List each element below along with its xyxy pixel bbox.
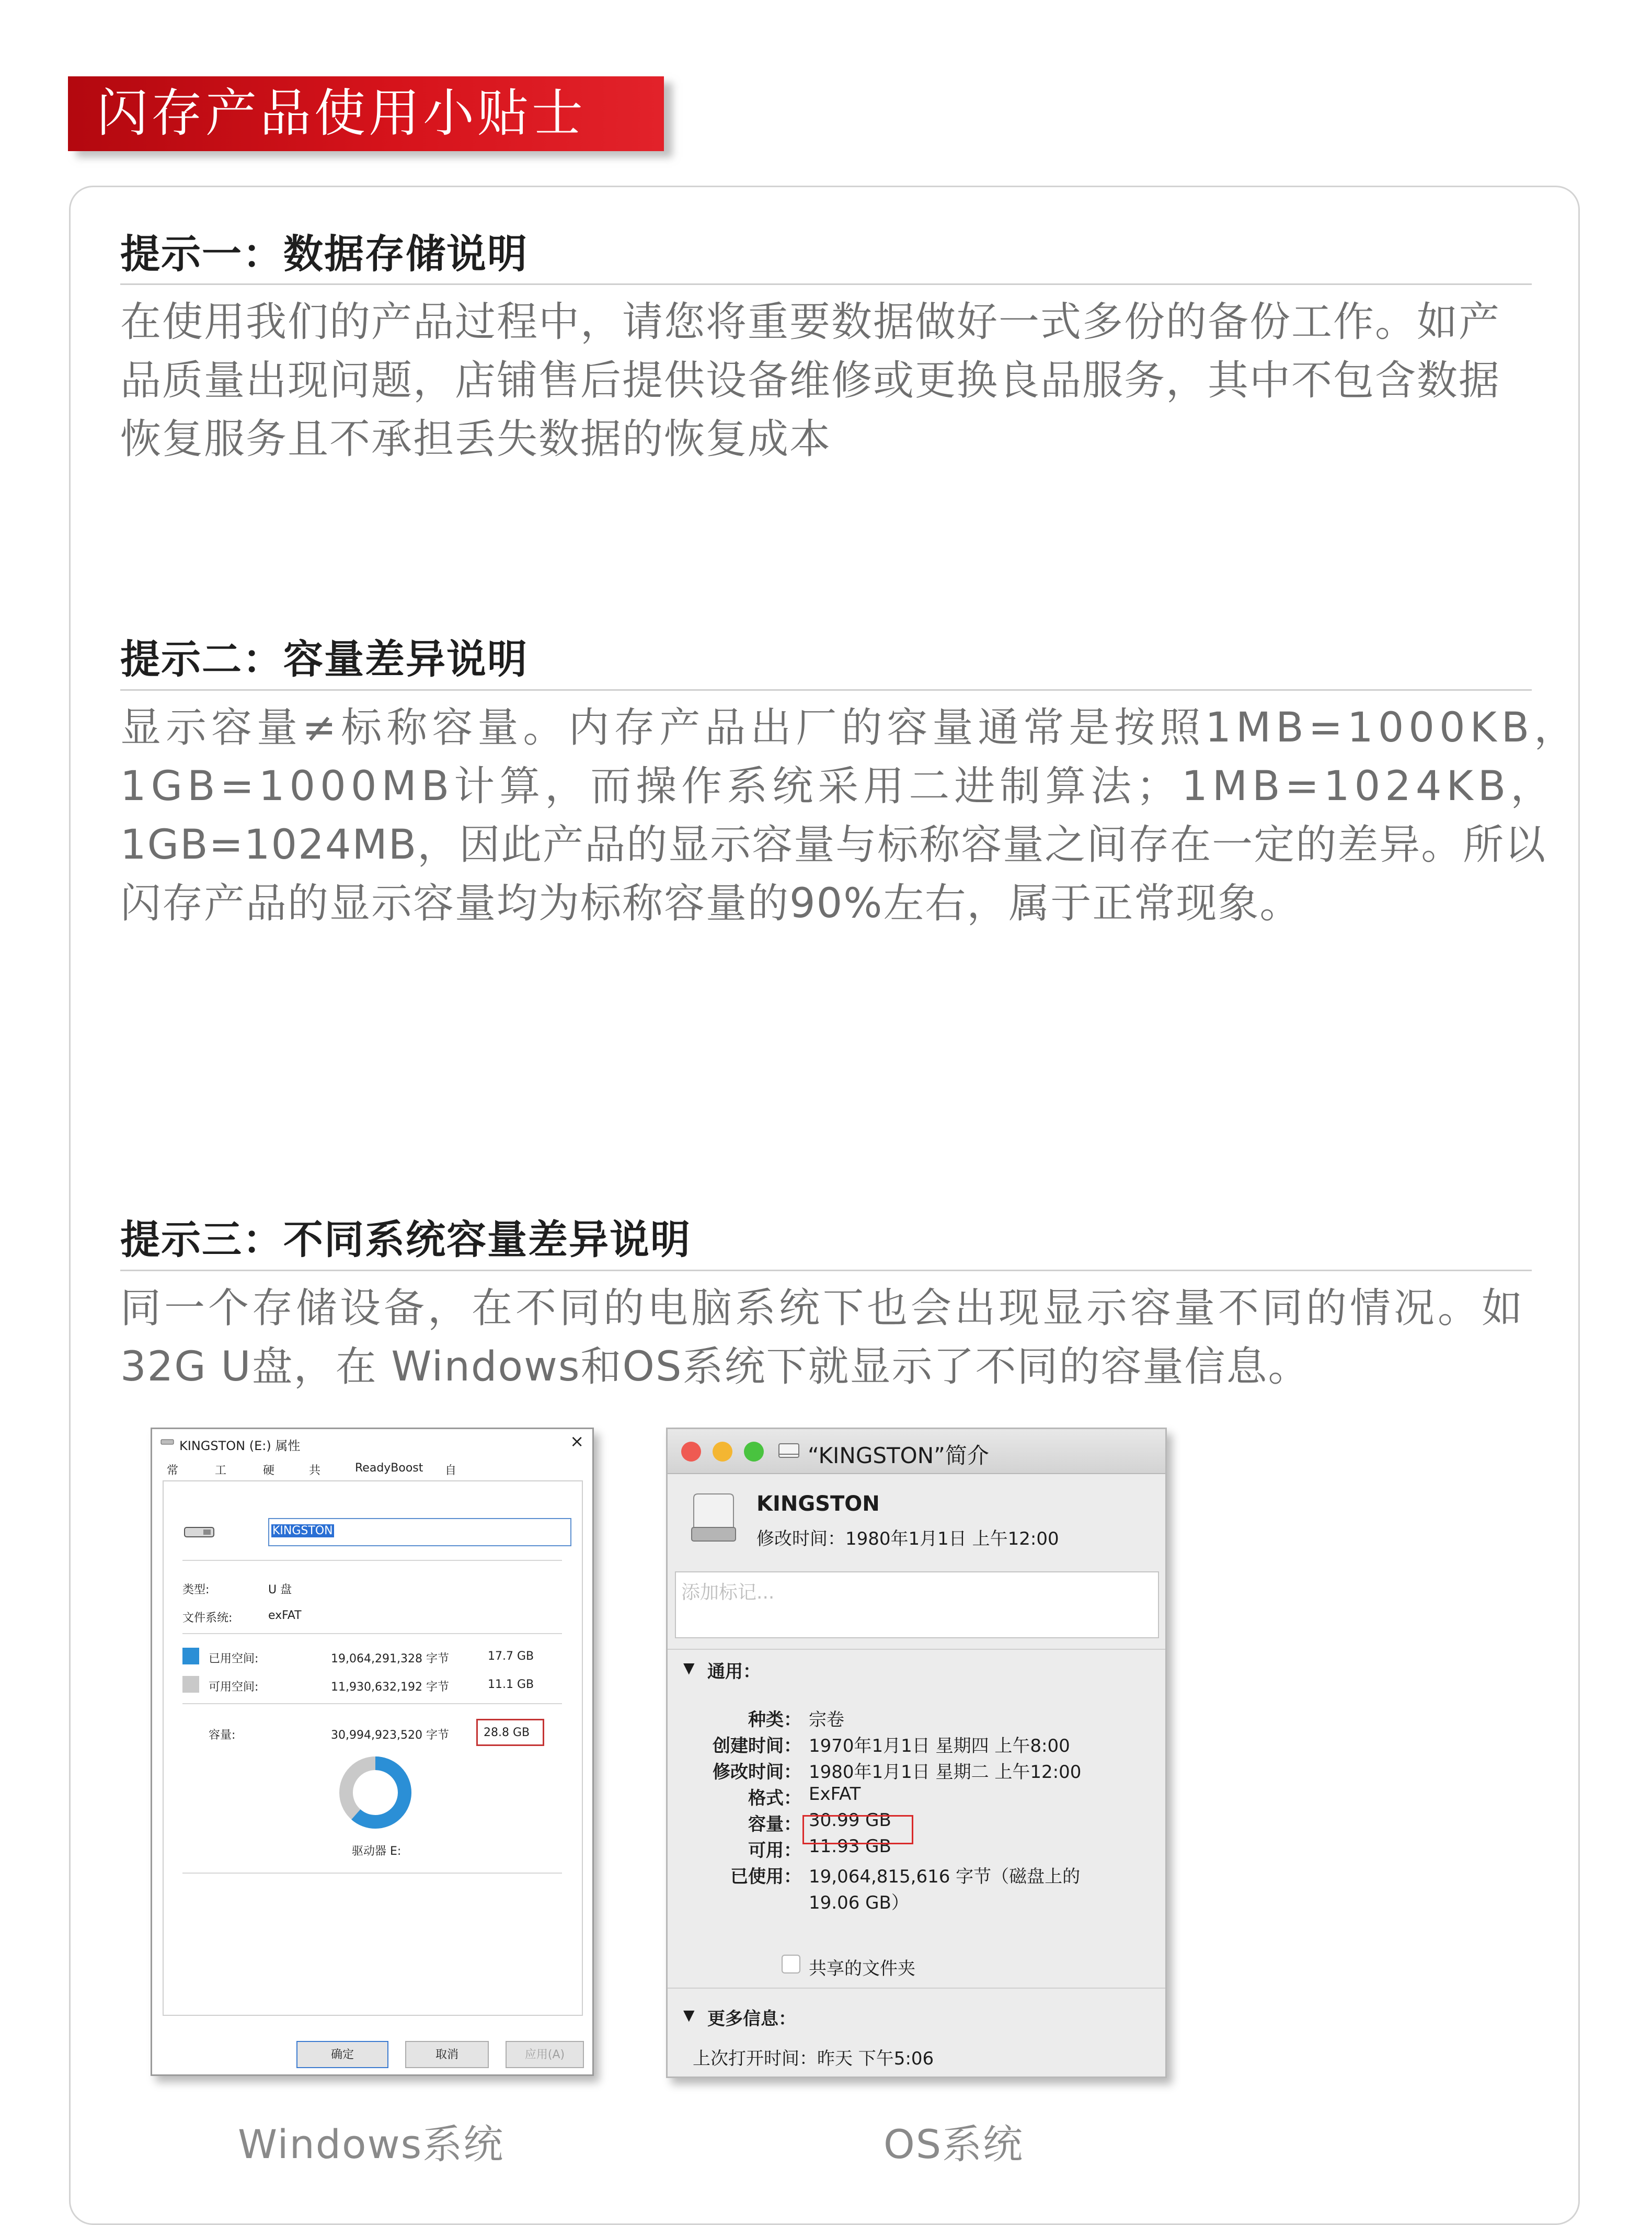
divider [182,1560,562,1561]
tip3-line: 同一个存储设备，在不同的电脑系统下也会出现显示容量不同的情况。如 [120,1285,1526,1332]
tags-input[interactable] [675,1571,1159,1638]
disclosure-triangle-icon[interactable]: ▼ [683,2006,695,2024]
mac-caption: OS系统 [884,2121,1024,2167]
info-row-value: 11.93 GB [809,1836,891,1857]
divider [182,1703,562,1704]
usb-drive-icon [160,1437,175,1446]
tip2-divider [120,689,1532,691]
tip2-title: 提示二：容量差异说明 [120,636,528,682]
tab-customize[interactable]: 自 [445,1464,457,1477]
apply-button[interactable]: 应用(A) [506,2041,584,2068]
free-space-bytes: 11,930,632,192 字节 [331,1681,449,1694]
close-icon[interactable]: × [570,1431,584,1451]
info-row-label: 创建时间： [713,1736,801,1756]
last-opened: 上次打开时间：昨天 下午5:06 [693,2048,934,2069]
tab-sharing[interactable]: 共 [309,1464,321,1477]
tip1-line: 品质量出现问题，店铺售后提供设备维修或更换良品服务，其中不包含数据 [120,357,1501,404]
divider [668,1649,1165,1650]
more-info-section-header[interactable]: 更多信息： [707,2009,796,2029]
general-tab-pane [163,1480,583,2016]
capacity-donut-chart [336,1753,415,1832]
tip3-body [120,1279,1542,1396]
tip1-line: 在使用我们的产品过程中，请您将重要数据做好一式多份的备份工作。如产 [120,299,1501,346]
shared-folder-checkbox[interactable] [782,1955,800,1973]
info-row-label: 修改时间： [713,1762,801,1783]
free-space-swatch [182,1676,199,1693]
info-row-label: 格式： [748,1788,801,1809]
ok-button[interactable]: 确定 [296,2041,388,2068]
info-row-value: 19,064,815,616 字节（磁盘上的 [809,1866,1081,1887]
type-label: 类型: [182,1583,210,1596]
general-section-header[interactable]: 通用： [707,1661,761,1682]
dialog-titlebar [152,1429,592,1453]
tip1-line: 恢复服务且不承担丢失数据的恢复成本 [120,416,832,463]
shared-folder-label: 共享的文件夹 [809,1958,915,1979]
tip1-divider [120,283,1532,285]
cancel-button[interactable]: 取消 [405,2041,489,2068]
drive-letter-label: 驱动器 E: [352,1845,401,1858]
capacity-label: 容量: [209,1729,236,1742]
filesystem-value: exFAT [268,1609,302,1622]
tip3-line: 32G U盘，在 Windows和OS系统下就显示了不同的容量信息。 [120,1343,1310,1390]
capacity-highlight-box [802,1815,913,1844]
tab-readyboost[interactable]: ReadyBoost [355,1462,423,1475]
tip2-body [120,699,1580,933]
usb-drive-icon [182,1523,216,1541]
info-row-value: 1980年1月1日 星期二 上午12:00 [809,1762,1082,1783]
disk-icon [777,1441,801,1462]
free-space-label: 可用空间: [209,1681,259,1694]
windows-caption: Windows系统 [238,2121,504,2167]
drive-name-input[interactable] [268,1518,571,1546]
tip2-line: 1GB=1000MB计算，而操作系统采用二进制算法；1MB=1024KB， [120,763,1556,810]
info-row-value: ExFAT [809,1784,861,1805]
tip2-line: 闪存产品的显示容量均为标称容量的90%左右，属于正常现象。 [120,880,1302,927]
info-row-label: 可用： [748,1840,801,1861]
volume-name: KINGSTON [756,1492,880,1516]
close-window-button[interactable] [681,1442,701,1462]
divider [182,1633,562,1634]
tip3-divider [120,1270,1532,1271]
divider [182,1873,562,1874]
page-banner: 闪存产品使用小贴士 [68,76,664,151]
info-row-value: 1970年1月1日 星期四 上午8:00 [809,1736,1070,1756]
tip2-line: 1GB=1024MB，因此产品的显示容量与标称容量之间存在一定的差异。所以 [120,821,1547,869]
tab-hardware[interactable]: 硬 [263,1464,275,1477]
used-space-gb: 17.7 GB [488,1650,534,1663]
dialog-title: KINGSTON (E:) 属性 [179,1439,301,1453]
mac-info-panel [666,1428,1167,2078]
tip1-title: 提示一：数据存储说明 [120,231,528,277]
minimize-window-button[interactable] [713,1442,732,1462]
divider [668,1988,1165,1989]
tags-placeholder: 添加标记... [681,1582,775,1603]
modified-summary: 修改时间：1980年1月1日 上午12:00 [756,1528,1059,1549]
windows-properties-dialog [151,1428,594,2076]
tip2-line: 显示容量≠标称容量。内存产品出厂的容量通常是按照1MB=1000KB， [120,704,1580,751]
capacity-bytes: 30,994,923,520 字节 [331,1729,449,1742]
tip3-title: 提示三：不同系统容量差异说明 [120,1216,691,1263]
free-space-gb: 11.1 GB [488,1678,534,1691]
info-row-value: 宗卷 [809,1709,844,1730]
volume-icon [689,1491,739,1548]
used-space-swatch [182,1648,199,1664]
filesystem-label: 文件系统: [182,1612,233,1625]
window-titlebar [668,1429,1165,1474]
disclosure-triangle-icon[interactable]: ▼ [683,1659,695,1676]
used-space-bytes: 19,064,291,328 字节 [331,1652,449,1665]
type-value: U 盘 [268,1583,292,1596]
info-row-value: 19.06 GB） [809,1892,909,1913]
capacity-gb: 28.8 GB [484,1726,530,1739]
tip1-body [120,293,1542,469]
panel-title: “KINGSTON”简介 [808,1443,989,1468]
tab-tools[interactable]: 工 [215,1464,227,1477]
info-row-label: 容量： [748,1814,801,1835]
used-space-label: 已用空间: [209,1652,259,1665]
zoom-window-button[interactable] [744,1442,764,1462]
drive-name-value: KINGSTON [272,1524,333,1537]
info-row-label: 种类： [748,1709,801,1730]
info-row-value: 30.99 GB [809,1810,891,1831]
tab-general[interactable]: 常 [167,1464,179,1477]
info-row-label: 已使用： [730,1866,801,1887]
